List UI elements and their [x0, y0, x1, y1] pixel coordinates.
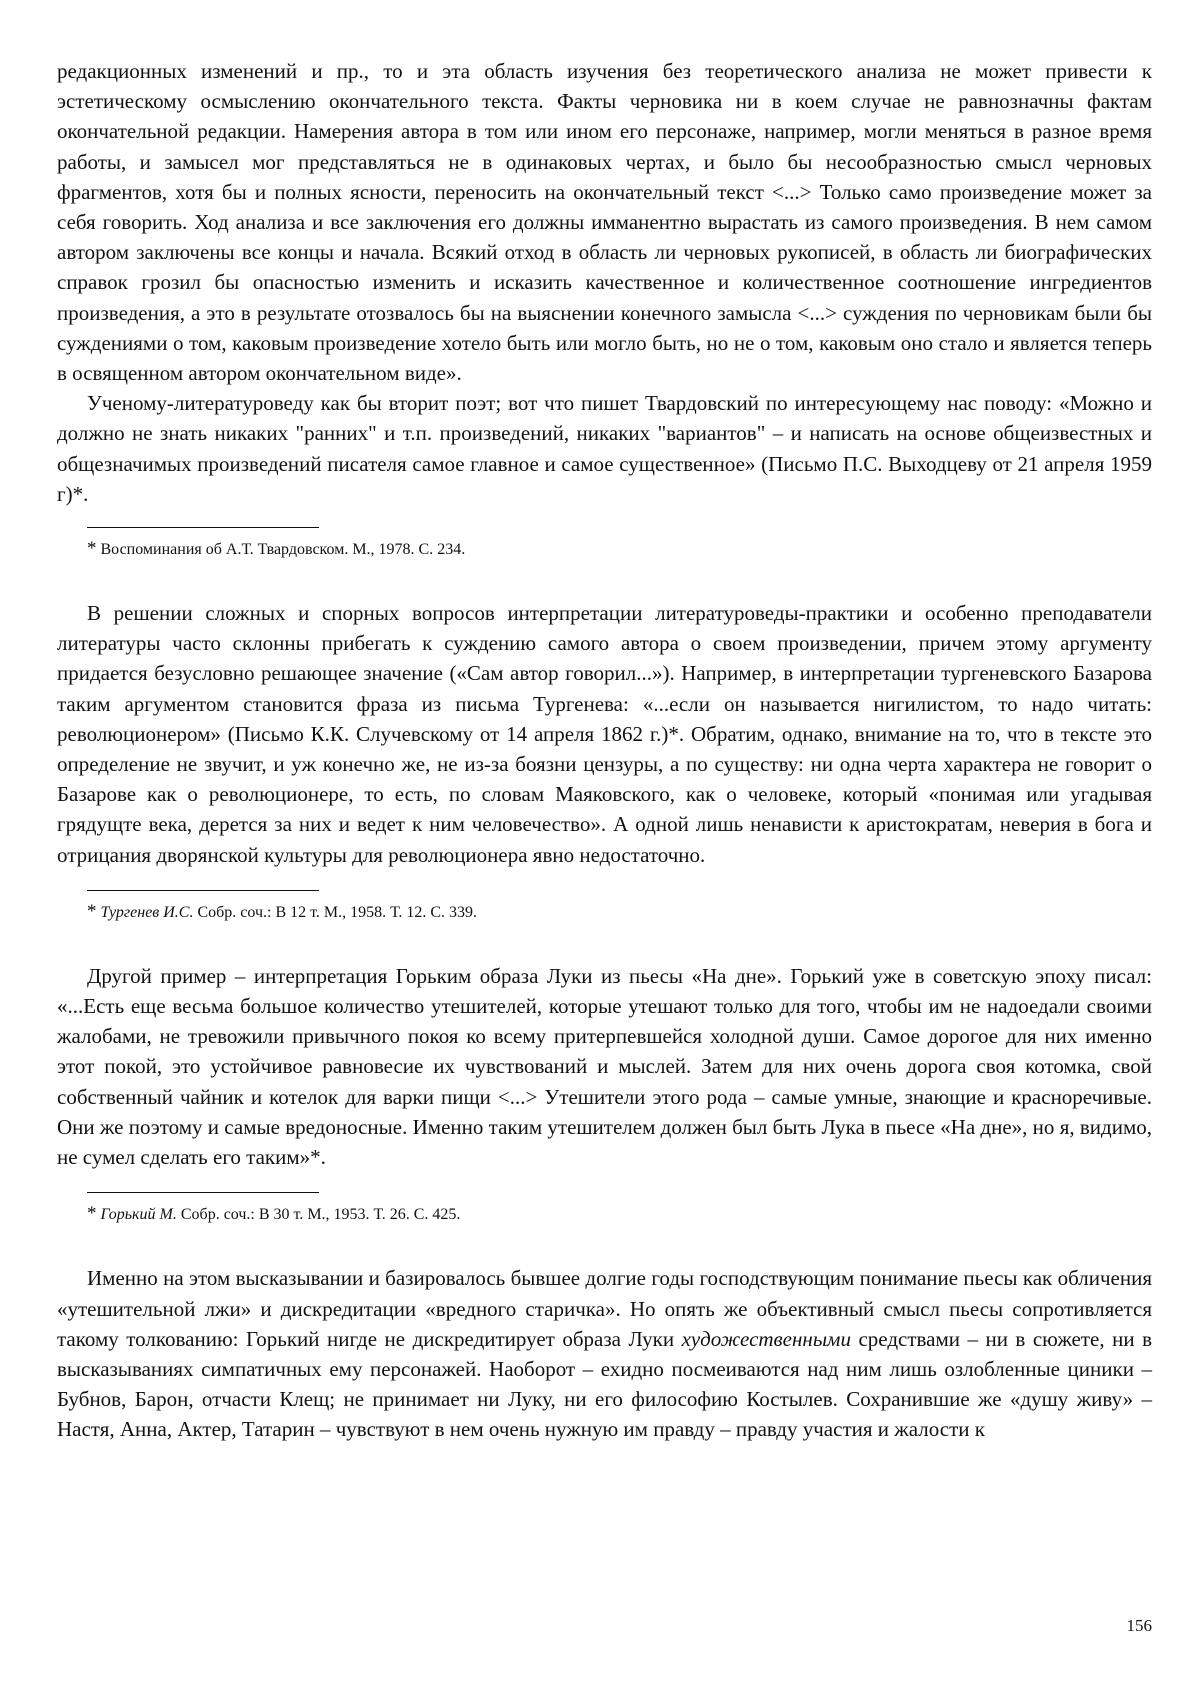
footnote-2: * Тургенев И.С. Собр. соч.: В 12 т. М., 1958. Т. 12. С. 339. [87, 900, 477, 922]
footnote-separator [87, 890, 319, 891]
footnote-1: * Воспоминания об А.Т. Твардовском. М., 1978. С. 234. [87, 538, 466, 560]
paragraph-3: В решении сложных и спорных вопросов интерпретации литературоведы-практики и особенно преподаватели литературы часто склонны прибегать к суждению самого автора о своем произведении, причем этому аргументу придается безусловно решающее значение («Сам автор говорил...»). Например, в интерпретации тургеневского Базарова таким аргументом становится фраза из письма Тургенева: «...если он называется нигилистом, то надо читать: революционером» (Письмо К.К. Случевскому от 14 апреля 1862 г.)*. Обратим, однако, внимание на то, что в тексте это определение не звучит, и уж конечно же, не из-за боязни цензуры, а по существу: ни одна черта характера не говорит о Базарове как о революционере, то есть, по словам Маяковского, как о человеке, который «понимая или угадывая грядущте века, дерется за них и ведет к ним человечество». А одной лишь ненависти к аристократам, неверия в бога и отрицания дворянской культуры для революционера явно недостаточно. [57, 601, 1152, 867]
paragraph-1: редакционных изменений и пр., то и эта область изучения без теоретического анализа не может привести к эстетическому осмыслению окончательного текста. Факты черновика ни в коем случае не равнозначны фактам окончательной редакции. Намерения автора в том или ином его персонаже, например, могли меняться в разное время работы, и замысел мог представляться не в одинаковых чертах, и было бы несообразностью смысл черновых фрагментов, хотя бы и полных ясности, переносить на окончательный текст <...> Только само произведение может за себя говорить. Ход анализа и все заключения его должны имманентно вырастать из самого произведения. В нем самом автором заключены все концы и начала. Всякий отход в область ли черновых рукописей, в область ли биографических справок грозил бы опасностью изменить и исказить качественное и количественное соотношение ингредиентов произведения, а это в результате отозвалось бы на выяснении конечного замысла <...> суждения по черновикам были бы суждениями о том, каковым произведение хотело быть или могло быть, но не о том, каковым оно стало и является теперь в освященном автором окончательном виде». [57, 59, 1152, 386]
paragraph-5: Именно на этом высказывании и базировалось бывшее долгие годы господствующим понимание пьесы как обличения «утешительной лжи» и дискредитации «вредного старичка». Но опять же объективный смысл пьесы сопротивляется такому толкованию: Горький нигде не дискредитирует образа Луки художественными средствами – ни в сюжете, ни в высказываниях симпатичных ему персонажей. Наоборот – ехидно посмеиваются над ним лишь озлобленные циники – Бубнов, Барон, отчасти Клещ; не принимает ни Луку, ни его философию Костылев. Сохранившие же «душу живу» – Настя, Анна, Актер, Татарин – чувствуют в нем очень нужную им правду – правду участия и жалости к [57, 1266, 1152, 1442]
footnote-3: * Горький М. Собр. соч.: В 30 т. М., 1953. Т. 26. С. 425. [87, 1203, 461, 1225]
page-body [57, 56, 1152, 1445]
emphasis: художественными [681, 1326, 851, 1351]
paragraph-2: Ученому-литературоведу как бы вторит поэт; вот что пишет Твардовский по интересующему нас поводу: «Можно и должно не знать никаких "ранних" и т.п. произведений, никаких "вариантов" – и написать на основе общеизвестных и общезначимых произведений писателя самое главное и самое существенное» (Письмо П.С. Выходцеву от 21 апреля 1959 г)*. [57, 391, 1152, 506]
page-number: 156 [1126, 1616, 1152, 1635]
footnote-separator [87, 1192, 319, 1193]
footnote-author: Тургенев И.С. [100, 903, 194, 921]
footnote-author: Горький М. [100, 1206, 177, 1224]
footnote-separator [87, 527, 319, 528]
paragraph-4: Другой пример – интерпретация Горьким образа Луки из пьесы «На дне». Горький уже в советскую эпоху писал: «...Есть еще весьма большое количество утешителей, которые утешают только для того, чтобы им не надоедали своими жалобами, не тревожили привычного покоя ко всему притерпевшейся холодной души. Самое дорогое для них именно этот покой, это устойчивое равновесие их чувствований и мыслей. Затем для них очень дорога своя котомка, свой собственный чайник и котелок для варки пищи <...> Утешители этого рода – самые умные, знающие и красноречивые. Они же поэтому и самые вредоносные. Именно таким утешителем должен был быть Лука в пьесе «На дне», но я, видимо, не сумел сделать его таким»*. [57, 963, 1152, 1170]
